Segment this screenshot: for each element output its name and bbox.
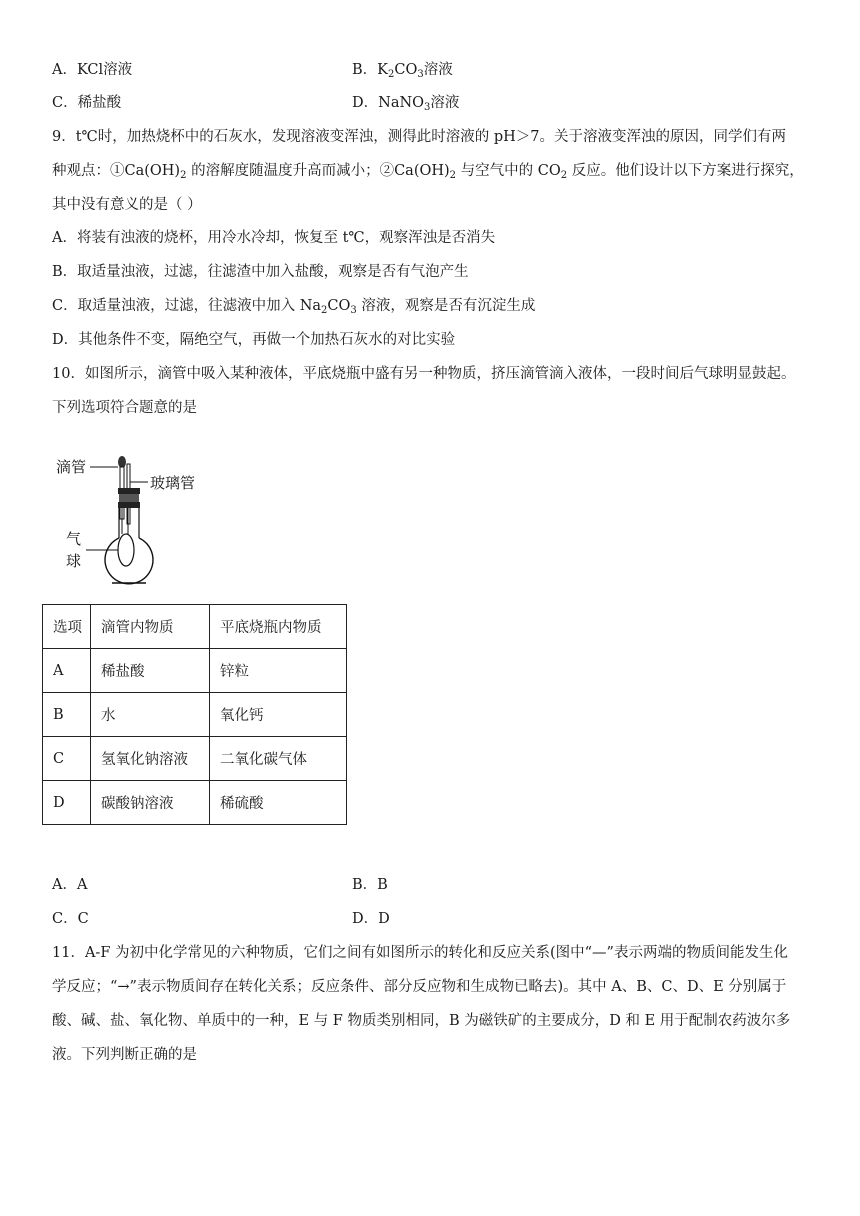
table-header-row <box>43 605 347 649</box>
q9-stem-line-1: 9．t℃时，加热烧杯中的石灰水，发现溶液变浑浊，测得此时溶液的 pH＞7。关于溶液变浑浊的原因，同学们有两 <box>52 129 787 145</box>
table-cell: 氧化钙 <box>210 693 347 737</box>
q9-option-a: A．将装有浊液的烧杯，用冷水冷却，恢复至 t℃，观察浑浊是否消失 <box>52 230 496 246</box>
table-row <box>43 693 347 737</box>
table-cell: 水 <box>91 693 210 737</box>
table-cell: B <box>43 693 91 737</box>
q11-stem-line-2: 学反应；“→”表示物质间存在转化关系；反应条件、部分反应物和生成物已略去)。其中 A、B、C、D、E 分别属于 <box>52 979 787 995</box>
label-balloon-top: 气 <box>66 530 82 548</box>
table-header-cell: 选项 <box>43 605 91 649</box>
q10-stem-line-1: 10．如图所示，滴管中吸入某种液体，平底烧瓶中盛有另一种物质，挤压滴管滴入液体，一段时间后气球明显鼓起。 <box>52 366 796 382</box>
table-row <box>43 781 347 825</box>
q8-option-c: C．稀盐酸 <box>52 95 122 111</box>
table-header-cell: 平底烧瓶内物质 <box>210 605 347 649</box>
table-row <box>43 649 347 693</box>
table-cell: 稀硫酸 <box>210 781 347 825</box>
q10-stem-line-2: 下列选项符合题意的是 <box>52 400 197 416</box>
table-header-cell: 滴管内物质 <box>91 605 210 649</box>
table-cell: 氢氧化钠溶液 <box>91 737 210 781</box>
dropper-bulb <box>118 456 126 468</box>
table-row <box>43 737 347 781</box>
q11-stem-line-3: 酸、碱、盐、氧化物、单质中的一种，E 与 F 物质类别相同，B 为磁铁矿的主要成分，D 和 E 用于配制农药波尔多 <box>52 1013 791 1029</box>
q11-stem-line-1: 11．A-F 为初中化学常见的六种物质，它们之间有如图所示的转化和反应关系(图中“—”表示两端的物质间能发生化 <box>52 945 788 961</box>
options-table <box>42 604 347 825</box>
balloon <box>118 534 134 566</box>
label-glass-tube: 玻璃管 <box>150 474 196 492</box>
q10-answer-c: C．C <box>52 911 89 927</box>
table-cell: D <box>43 781 91 825</box>
q9-stem-line-2: 种观点：$①Ca(OH)_2$ 的溶解度随温度升高而减小；$②Ca(OH)_2$ 与空气中的 $CO_2$ 反应。他们设计以下方案进行探究， <box>52 163 804 181</box>
q10-answer-b: B．B <box>352 877 388 893</box>
table-cell: 稀盐酸 <box>91 649 210 693</box>
q11-stem-line-4: 液。下列判断正确的是 <box>52 1047 197 1063</box>
label-dropper: 滴管 <box>56 458 87 476</box>
q9-option-c: C．取适量浊液，过滤，往滤液中加入 $Na_2CO_3$ 溶液，观察是否有沉淀生成 <box>52 298 536 316</box>
q9-option-b: B．取适量浊液，过滤，往滤渣中加入盐酸，观察是否有气泡产生 <box>52 264 469 280</box>
table-cell: A <box>43 649 91 693</box>
label-balloon-bottom: 球 <box>66 552 82 570</box>
table-cell: C <box>43 737 91 781</box>
q10-answer-a: A．A <box>52 877 88 893</box>
q10-answer-d: D．D <box>352 911 390 927</box>
stopper <box>118 488 140 494</box>
table-cell: 二氧化碳气体 <box>210 737 347 781</box>
table-cell: 锌粒 <box>210 649 347 693</box>
table-cell: 碳酸钠溶液 <box>91 781 210 825</box>
q8-option-a: A．KCl溶液 <box>52 62 133 78</box>
q9-stem-line-3: 其中没有意义的是（ ） <box>52 197 202 213</box>
q8-option-b: B．$K_2CO_3$溶液 <box>352 62 453 80</box>
q9-option-d: D．其他条件不变，隔绝空气，再做一个加热石灰水的对比实验 <box>52 332 456 348</box>
apparatus-figure <box>52 450 212 590</box>
q8-option-d: D．NaNO$_3$溶液 <box>352 95 460 113</box>
